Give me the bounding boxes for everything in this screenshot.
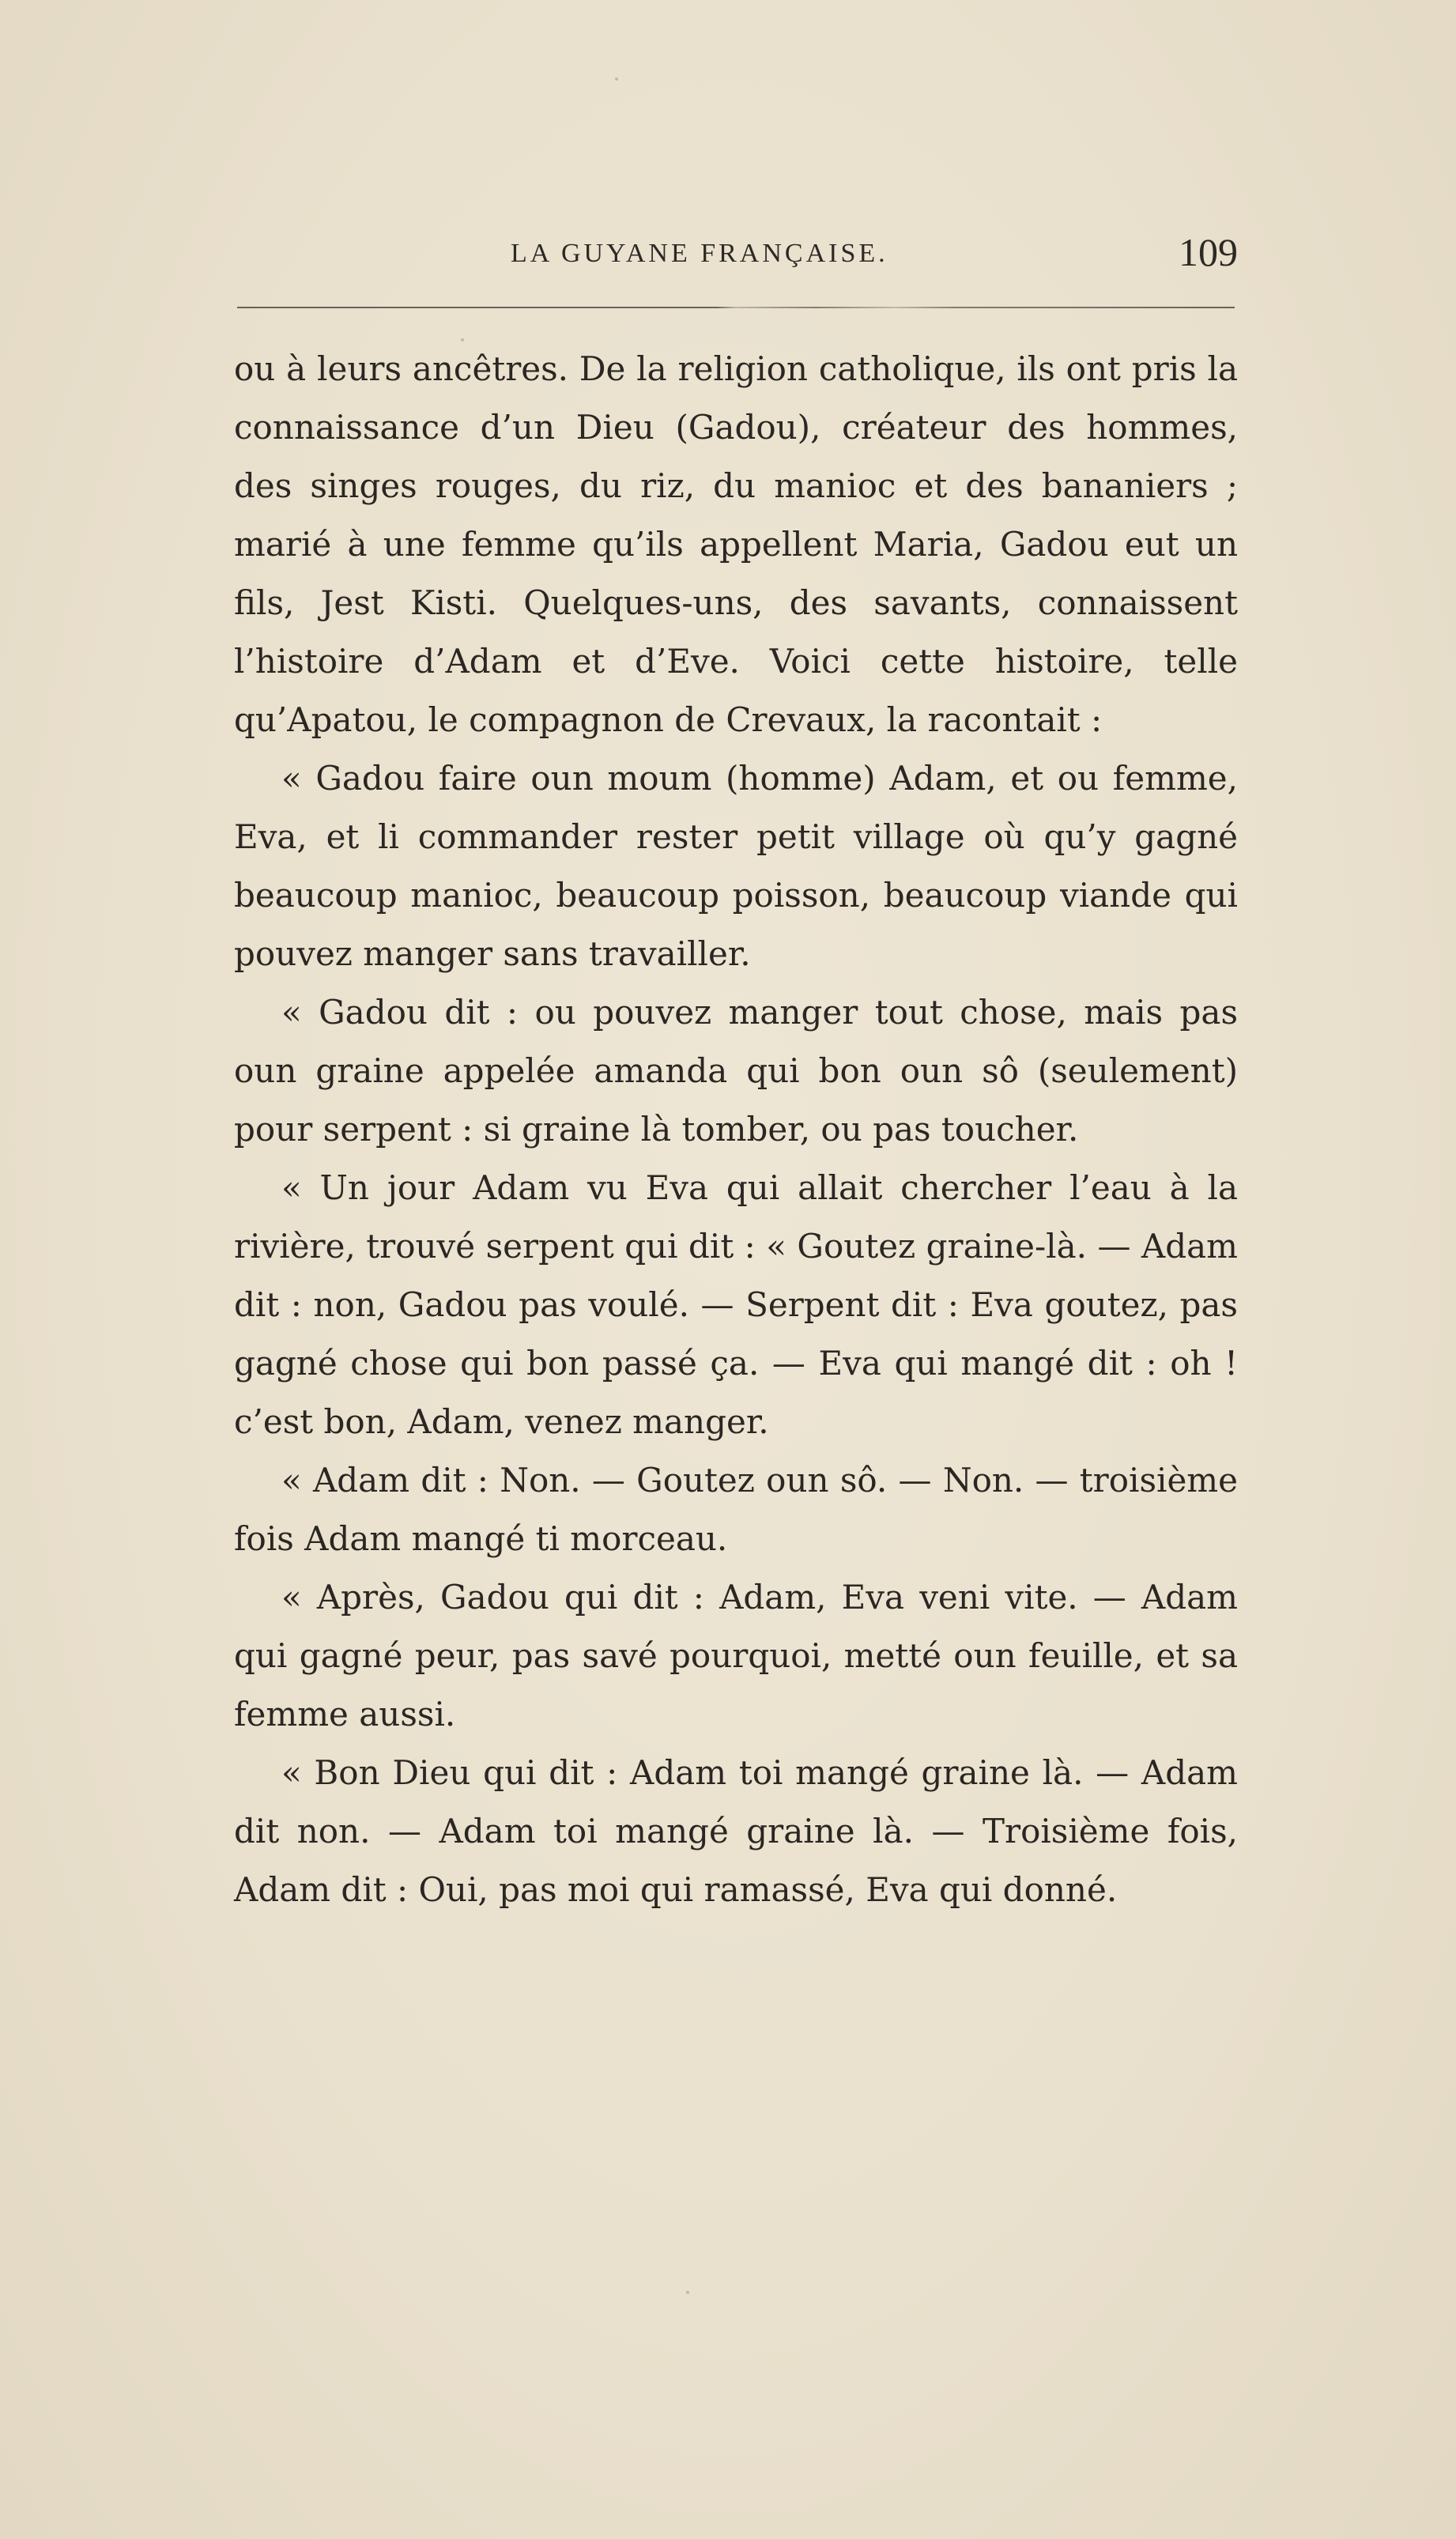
paragraph-1: ou à leurs ancêtres. De la religion catholique, ils ont pris la connaissance d’un Dieu (Gadou), créateur des hommes, des singes rouges, du riz, du manioc et des bananiers ; marié à une femme qu’ils appellent Maria, Gadou eut un fils, Jest Kisti. Quelques-uns, des savants, connaissent l’histoire d’Adam et d’Eve. Voici cette histoire, telle qu’Apatou, le compagnon de Crevaux, la racontait : <box>234 349 1238 739</box>
page-number: 109 <box>1179 230 1238 274</box>
paragraph-5: « Adam dit : Non. — Goutez oun sô. — Non. — troisième fois Adam mangé ti morceau. <box>234 1461 1238 1558</box>
paragraph-4: « Un jour Adam vu Eva qui allait chercher l’eau à la rivière, trouvé serpent qui dit : « Goutez graine-là. — Adam dit : non, Gadou pas voulé. — Serpent dit : Eva goutez, pas gagné chose qui bon passé ça. — Eva qui mangé dit : oh ! c’est bon, Adam, venez manger. <box>234 1168 1238 1441</box>
paragraph-3: « Gadou dit : ou pouvez manger tout chose, mais pas oun graine appelée amanda qui bon oun sô (seulement) pour serpent : si graine là tomber, ou pas toucher. <box>234 993 1238 1149</box>
paper-speck <box>461 338 464 341</box>
paragraph-7: « Bon Dieu qui dit : Adam toi mangé graine là. — Adam dit non. — Adam toi mangé graine là. — Troisième fois, Adam dit : Oui, pas moi qui ramassé, Eva qui donné. <box>234 1753 1238 1909</box>
paper-speck <box>686 2291 689 2294</box>
paper-speck <box>615 77 618 81</box>
paragraph-2: « Gadou faire oun moum (homme) Adam, et ou femme, Eva, et li commander rester petit village où qu’y gagné beaucoup manioc, beaucoup poisson, beaucoup viande qui pouvez manger sans travailler. <box>234 759 1238 973</box>
running-head <box>234 229 1238 285</box>
header-rule <box>237 307 1235 308</box>
body-text <box>234 340 1238 1919</box>
running-title: LA GUYANE FRANÇAISE. <box>511 239 888 268</box>
paragraph-6: « Après, Gadou qui dit : Adam, Eva veni vite. — Adam qui gagné peur, pas savé pourquoi, metté oun feuille, et sa femme aussi. <box>234 1578 1238 1734</box>
